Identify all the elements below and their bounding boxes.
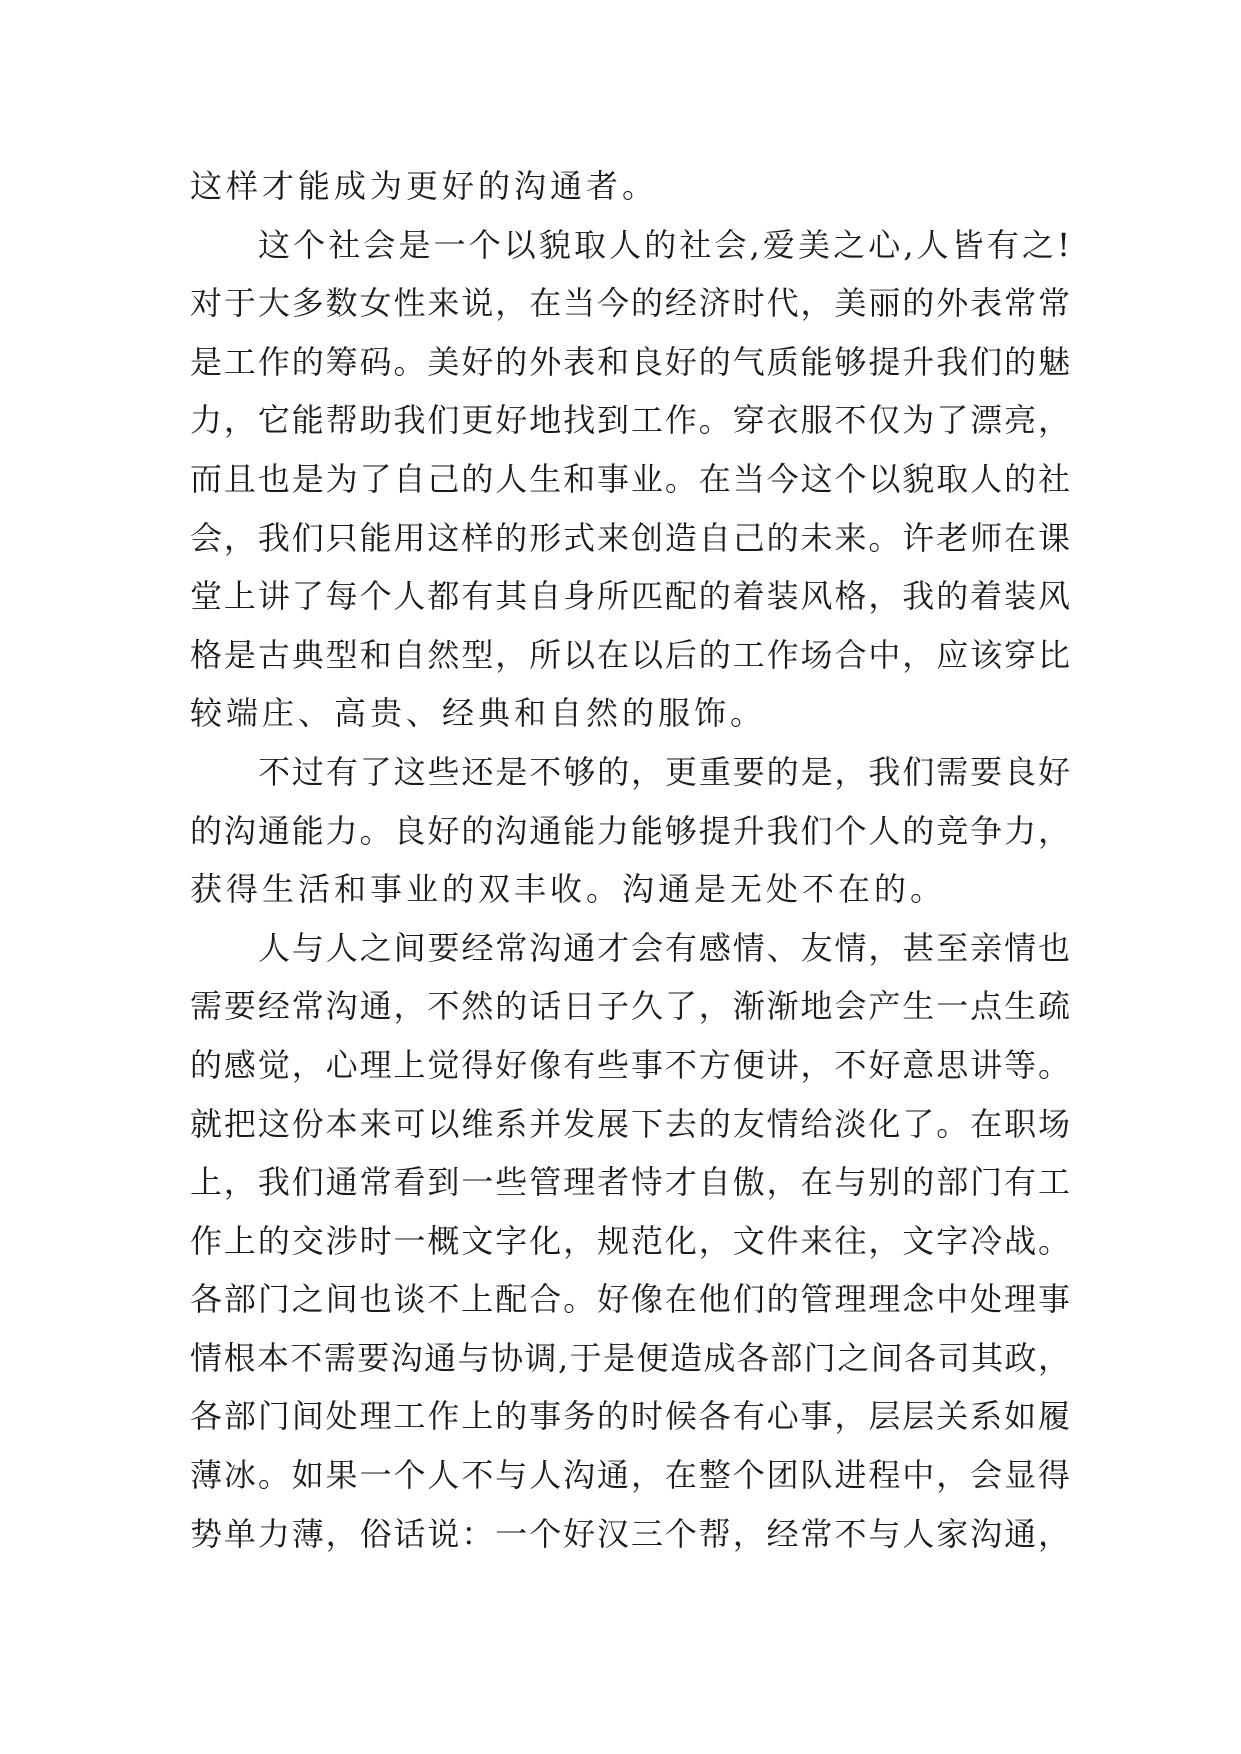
paragraph-first-line: 不过有了这些还是不够的，更重要的是，我们需要良好 [258, 752, 1070, 791]
text-line: 格是古典型和自然型，所以在以后的工作场合中，应该穿比 [190, 635, 1070, 674]
text-line: 而且也是为了自己的人生和事业。在当今这个以貌取人的社 [190, 459, 1070, 498]
text-line: 获得生活和事业的双丰收。沟通是无处不在的。 [190, 870, 947, 909]
text-line: 薄冰。如果一个人不与人沟通，在整个团队进程中，会显得 [190, 1456, 1070, 1495]
document-body-text [190, 157, 1070, 1563]
text-line: 较端庄、高贵、经典和自然的服饰。 [190, 694, 767, 733]
paragraph-first-line: 这个社会是一个以貌取人的社会,爱美之心,人皆有之! [258, 225, 1070, 264]
text-line: 各部门间处理工作上的事务的时候各有心事，层层关系如履 [190, 1397, 1070, 1436]
text-line: 作上的交涉时一概文字化，规范化，文件来往，文字冷战。 [190, 1221, 1070, 1260]
text-line: 就把这份本来可以维系并发展下去的友情给淡化了。在职场 [190, 1104, 1070, 1143]
text-line: 的感觉，心理上觉得好像有些事不方便讲，不好意思讲等。 [190, 1045, 1070, 1084]
text-line: 需要经常沟通，不然的话日子久了，渐渐地会产生一点生疏 [190, 987, 1070, 1026]
paragraph-first-line: 人与人之间要经常沟通才会有感情、友情，甚至亲情也 [258, 928, 1070, 967]
text-line: 是工作的筹码。美好的外表和良好的气质能够提升我们的魅 [190, 342, 1070, 381]
text-line: 会，我们只能用这样的形式来创造自己的未来。许老师在课 [190, 518, 1070, 557]
text-line: 情根本不需要沟通与协调,于是便造成各部门之间各司其政， [190, 1338, 1070, 1377]
text-line: 对于大多数女性来说，在当今的经济时代，美丽的外表常常 [190, 284, 1070, 323]
text-line: 各部门之间也谈不上配合。好像在他们的管理理念中处理事 [190, 1280, 1070, 1319]
text-line: 力，它能帮助我们更好地找到工作。穿衣服不仅为了漂亮， [190, 401, 1070, 440]
text-line: 堂上讲了每个人都有其自身所匹配的着装风格，我的着装风 [190, 577, 1070, 616]
text-line: 势单力薄，俗话说：一个好汉三个帮，经常不与人家沟通， [190, 1514, 1070, 1553]
text-line: 上，我们通常看到一些管理者恃才自傲，在与别的部门有工 [190, 1163, 1070, 1202]
text-line: 这样才能成为更好的沟通者。 [190, 167, 659, 205]
text-line: 的沟通能力。良好的沟通能力能够提升我们个人的竞争力， [190, 811, 1070, 850]
